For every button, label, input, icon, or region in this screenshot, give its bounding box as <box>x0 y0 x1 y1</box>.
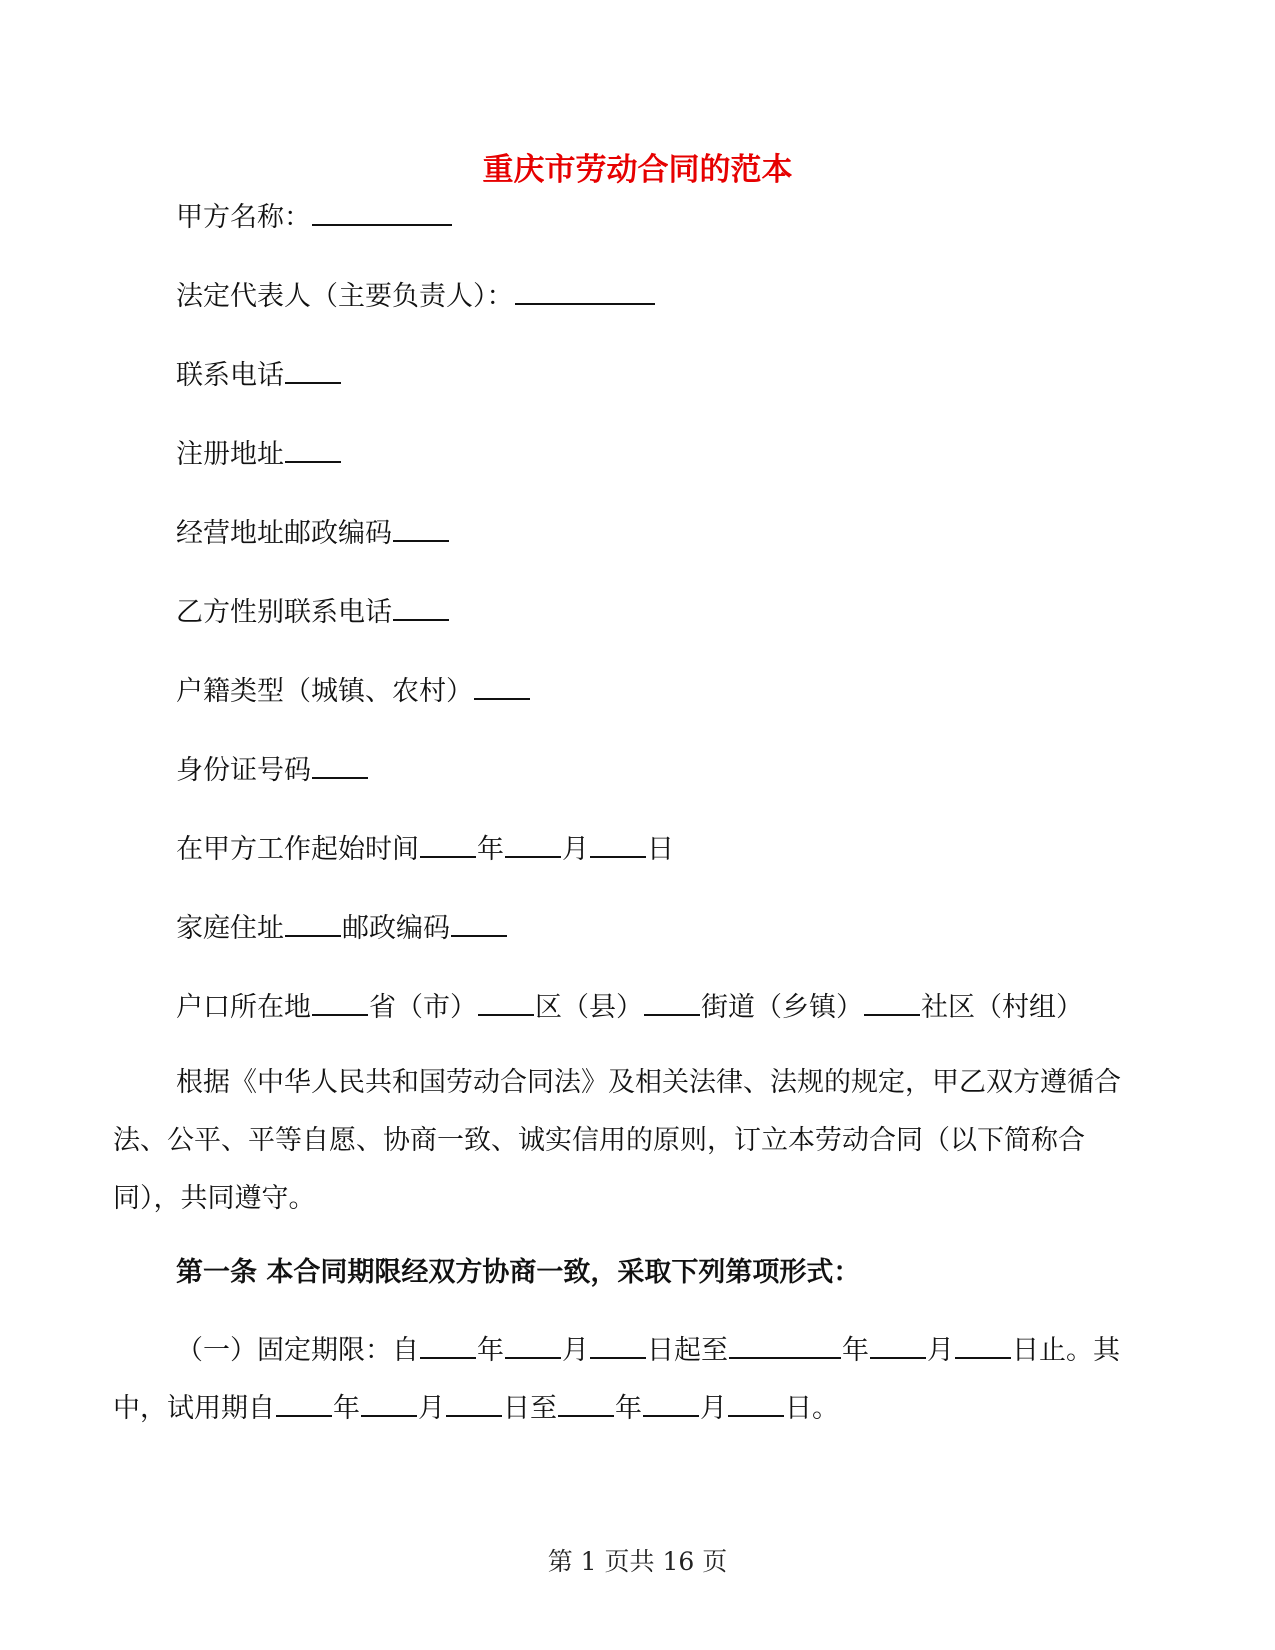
to-month-label: 月 <box>927 1335 954 1366</box>
community-label: 社区（村组） <box>921 992 1083 1023</box>
fill-blank <box>729 1331 841 1359</box>
field-label: 甲方名称： <box>176 202 311 233</box>
page-number: 第 1 页共 16 页 <box>547 1547 728 1576</box>
field-label: 经营地址邮政编码 <box>176 518 392 549</box>
field-household-type <box>176 672 531 710</box>
fixed-term-paragraph <box>113 1322 1143 1438</box>
fill-blank <box>558 1389 614 1417</box>
field-business-address-zip <box>176 514 450 552</box>
field-label: 身份证号码 <box>176 755 311 786</box>
fill-blank <box>451 909 507 937</box>
year-label: 年 <box>333 1393 360 1424</box>
day-to-label: 日至 <box>503 1393 557 1424</box>
month-label: 月 <box>418 1393 445 1424</box>
fill-blank <box>285 435 341 463</box>
document-title: 重庆市劳动合同的范本 <box>482 152 793 188</box>
field-label: 在甲方工作起始时间 <box>176 834 419 865</box>
month-label: 月 <box>562 834 589 865</box>
district-label: 区（县） <box>535 992 643 1023</box>
fixed-term-label: （一）固定期限：自 <box>176 1335 419 1366</box>
day-label: 日 <box>647 834 674 865</box>
year-label: 年 <box>615 1393 642 1424</box>
fill-blank <box>644 988 700 1016</box>
fill-blank <box>285 356 341 384</box>
fill-blank <box>420 1331 476 1359</box>
fill-blank <box>870 1331 926 1359</box>
fill-blank <box>285 909 341 937</box>
fill-blank <box>393 593 449 621</box>
field-id-number <box>176 751 369 789</box>
field-label: 注册地址 <box>176 439 284 470</box>
end-label: 日。 <box>785 1393 839 1424</box>
fill-blank <box>420 830 476 858</box>
fill-blank <box>590 1331 646 1359</box>
month-label: 月 <box>562 1335 589 1366</box>
from-day-label: 日起至 <box>647 1335 728 1366</box>
field-phone <box>176 356 342 394</box>
fill-blank <box>643 1389 699 1417</box>
field-label: 乙方性别联系电话 <box>176 597 392 628</box>
article-1-heading: 第一条 本合同期限经双方协商一致，采取下列第项形式： <box>176 1257 861 1288</box>
field-hukou-location <box>176 988 1083 1026</box>
trial-label: 其中，试用期自 <box>113 1335 1120 1424</box>
field-label: 家庭住址 <box>176 913 284 944</box>
fill-blank <box>478 988 534 1016</box>
fill-blank <box>393 514 449 542</box>
street-label: 街道（乡镇） <box>701 992 863 1023</box>
fill-blank <box>728 1389 784 1417</box>
field-legal-representative <box>176 277 656 315</box>
province-label: 省（市） <box>369 992 477 1023</box>
field-label: 法定代表人（主要负责人）： <box>176 281 514 312</box>
field-registered-address <box>176 435 342 473</box>
fill-blank <box>474 672 530 700</box>
fill-blank <box>590 830 646 858</box>
month-label: 月 <box>700 1393 727 1424</box>
field-home-address <box>176 909 508 947</box>
preamble-paragraph: 根据《中华人民共和国劳动合同法》及相关法律、法规的规定，甲乙双方遵循合法、公平、平等自愿、协商一致、诚实信用的原则，订立本劳动合同（以下简称合同），共同遵守。 <box>113 1067 1121 1214</box>
end-label: 日止。 <box>1012 1335 1093 1366</box>
year-label: 年 <box>477 1335 504 1366</box>
to-year-label: 年 <box>842 1335 869 1366</box>
fill-blank <box>276 1389 332 1417</box>
field-party-a-name <box>176 198 453 236</box>
year-label: 年 <box>477 834 504 865</box>
fill-blank <box>312 988 368 1016</box>
field-label: 户籍类型（城镇、农村） <box>176 676 473 707</box>
fill-blank <box>864 988 920 1016</box>
fill-blank <box>505 830 561 858</box>
zip-label: 邮政编码 <box>342 913 450 944</box>
fill-blank <box>446 1389 502 1417</box>
field-start-time <box>176 830 674 868</box>
field-label: 户口所在地 <box>176 992 311 1023</box>
field-party-b <box>176 593 450 631</box>
fill-blank <box>955 1331 1011 1359</box>
fill-blank <box>361 1389 417 1417</box>
fill-blank <box>312 751 368 779</box>
fill-blank <box>312 198 452 226</box>
fill-blank <box>505 1331 561 1359</box>
field-label: 联系电话 <box>176 360 284 391</box>
fill-blank <box>515 277 655 305</box>
